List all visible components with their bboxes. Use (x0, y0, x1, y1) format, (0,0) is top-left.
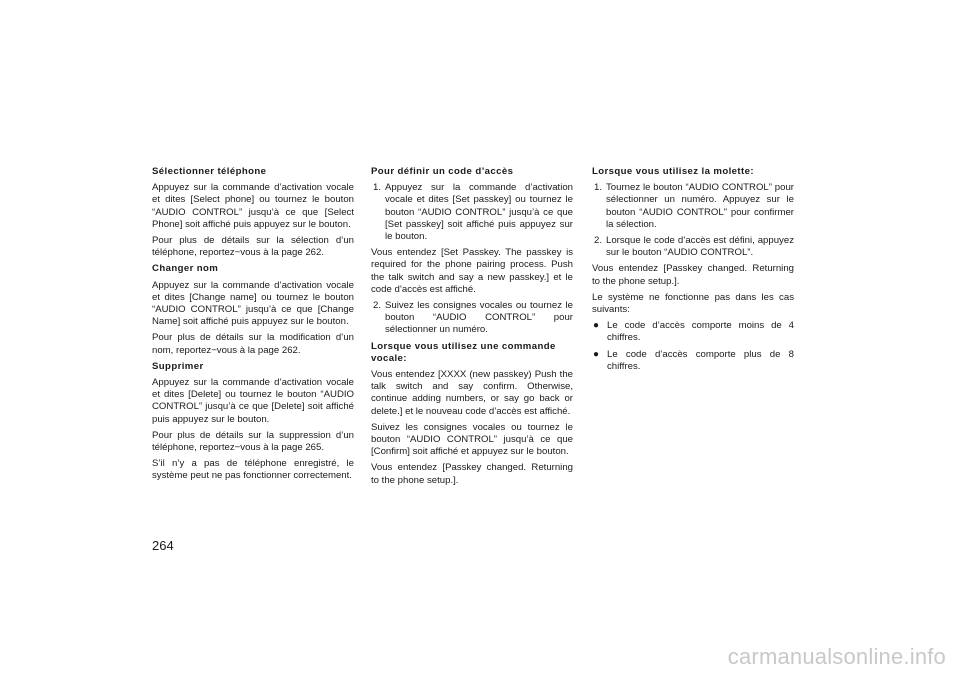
bullet-text: Le code d’accès comporte moins de 4 chiffres. (607, 320, 794, 344)
step-text: Tournez le bouton “AUDIO CONTROL” pour sélectionner un numéro. Appuyez sur le bouton “AUDIO CONTROL” pour confirmer la sélection. (606, 182, 794, 230)
column-left (152, 166, 354, 487)
step-number: 1. (373, 182, 382, 194)
step-item (371, 182, 573, 243)
heading-set-passkey: Pour définir un code d’accès (371, 166, 514, 177)
step-text: Suivez les consignes vocales ou tournez le bouton “AUDIO CONTROL” pour sélectionner un numéro. (385, 300, 573, 336)
paragraph: Appuyez sur la commande d’activation vocale et dites [Change name] ou tournez le bouton “AUDIO CONTROL” jusqu’à ce que [Change Name] soit affiché puis appuyez sur le bouton. (152, 279, 354, 328)
step-number: 2. (373, 300, 382, 312)
step-text: Appuyez sur la commande d’activation vocale et dites [Set passkey] ou tournez le bouton “AUDIO CONTROL” jusqu’à ce que [Set passkey] soit affiché puis appuyez sur le bouton. (385, 182, 573, 243)
bullet-item (592, 320, 794, 344)
paragraph: Vous entendez [XXXX (new passkey) Push the talk switch and say confirm. Otherwise, continue adding numbers, or say go back or delete.] et le nouveau code d’accès est affiché. (371, 369, 573, 417)
paragraph: Vous entendez [Passkey changed. Returning to the phone setup.]. (592, 263, 794, 287)
step-text: Lorsque le code d’accès est défini, appuyez sur le bouton “AUDIO CONTROL”. (606, 235, 794, 259)
heading-delete: Supprimer (152, 360, 204, 372)
paragraph: Vous entendez [Passkey changed. Returning to the phone setup.]. (371, 462, 573, 486)
paragraph: Le système ne fonctionne pas dans les cas suivants: (592, 291, 794, 316)
heading-using-knob: Lorsque vous utilisez la molette: (592, 166, 754, 177)
column-right (592, 166, 794, 377)
bullet-icon: ● (593, 348, 600, 360)
page-number: 264 (152, 538, 174, 553)
heading-select-phone: Sélectionner téléphone (152, 166, 267, 177)
watermark: carmanualsonline.info (727, 644, 946, 669)
step-item (592, 182, 794, 231)
bullet-item (592, 349, 794, 373)
step-item (592, 235, 794, 259)
paragraph: Appuyez sur la commande d’activation vocale et dites [Select phone] ou tournez le bouton “AUDIO CONTROL” jusqu’à ce que [Select Phone] soit affiché puis appuyez sur le bouton. (152, 182, 354, 230)
paragraph: Pour plus de détails sur la sélection d’un téléphone, reportez−vous à la page 262. (152, 235, 354, 259)
paragraph: Pour plus de détails sur la suppression d’un téléphone, reportez−vous à la page 265. (152, 429, 354, 454)
heading-voice-command: Lorsque vous utilisez une commande vocale: (371, 340, 556, 364)
step-item (371, 300, 573, 337)
paragraph: Pour plus de détails sur la modification d’un nom, reportez−vous à la page 262. (152, 332, 354, 356)
paragraph: S’il n’y a pas de téléphone enregistré, le système peut ne pas fonctionner correctement. (152, 458, 354, 482)
paragraph: Appuyez sur la commande d’activation vocale et dites [Delete] ou tournez le bouton “AUDIO CONTROL” jusqu’à ce que [Delete] soit affiché puis appuyez sur le bouton. (152, 377, 354, 425)
heading-change-name: Changer nom (152, 263, 219, 275)
step-number: 1. (594, 182, 603, 194)
step-number: 2. (594, 235, 603, 247)
paragraph: Suivez les consignes vocales ou tournez le bouton “AUDIO CONTROL” jusqu’à ce que [Confirm] soit affiché et appuyez sur le bouton. (371, 421, 573, 458)
column-middle (371, 166, 573, 491)
paragraph: Vous entendez [Set Passkey. The passkey is required for the phone pairing process. Push the talk switch and say a new passkey.] et le code d’accès est affiché. (371, 247, 573, 295)
bullet-text: Le code d’accès comporte plus de 8 chiffres. (607, 348, 794, 372)
bullet-icon: ● (593, 320, 600, 332)
